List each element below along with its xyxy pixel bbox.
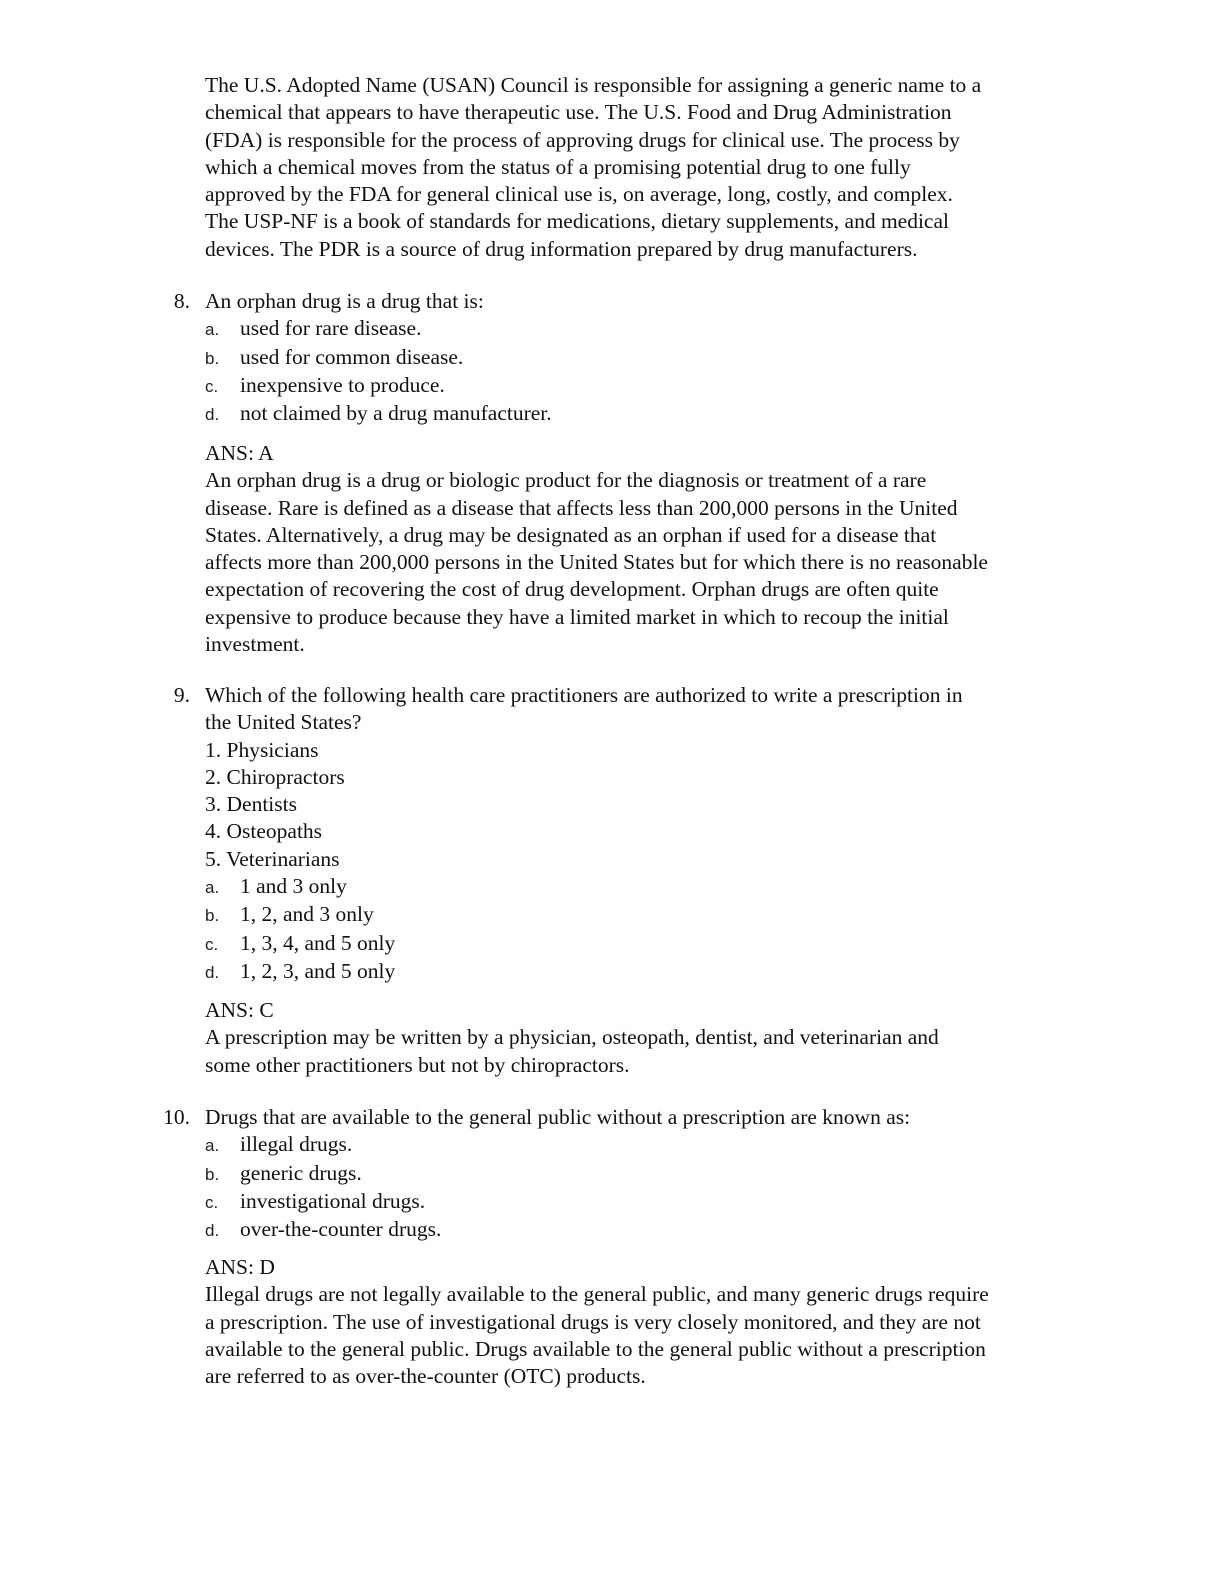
rationale-line: affects more than 200,000 persons in the United States but for which there is no reasonable xyxy=(205,550,988,575)
choice-letter: b. xyxy=(205,1164,220,1184)
rationale-line: available to the general public. Drugs available to the general public without a prescription xyxy=(205,1336,986,1361)
question-number: 9. xyxy=(173,683,190,707)
choice-letter: d. xyxy=(205,962,220,982)
intro-line: chemical that appears to have therapeutic use. The U.S. Food and Drug Administration xyxy=(205,100,952,125)
choice-text: over-the-counter drugs. xyxy=(240,1217,442,1242)
question-stem: Which of the following health care practitioners are authorized to write a prescription in xyxy=(205,683,963,707)
choice-letter: d. xyxy=(205,1221,220,1241)
choice-letter: a. xyxy=(205,1136,220,1156)
intro-line: The USP-NF is a book of standards for medications, dietary supplements, and medical xyxy=(205,209,949,234)
question-body xyxy=(205,1104,1085,1244)
intro-line: (FDA) is responsible for the process of approving drugs for clinical use. The process by xyxy=(205,127,960,152)
answer-block xyxy=(205,1254,1085,1390)
answer-block xyxy=(205,997,1085,1079)
intro-paragraph xyxy=(205,72,1085,263)
choice-text: used for rare disease. xyxy=(240,316,422,341)
answer-block xyxy=(205,440,1085,658)
rationale-line: expectation of recovering the cost of drug development. Orphan drugs are often quite xyxy=(205,577,939,602)
choice-letter: a. xyxy=(205,878,220,898)
rationale-line: An orphan drug is a drug or biologic product for the diagnosis or treatment of a rare xyxy=(205,468,927,493)
choice-letter: a. xyxy=(205,320,220,340)
intro-line: approved by the FDA for general clinical use is, on average, long, costly, and complex. xyxy=(205,182,953,207)
question-body xyxy=(205,682,1085,986)
choice-text: illegal drugs. xyxy=(240,1132,353,1157)
list-item: 4. Osteopaths xyxy=(205,819,323,844)
choice-a xyxy=(205,315,1085,343)
question-body xyxy=(205,288,1085,428)
choice-letter: b. xyxy=(205,348,220,368)
choice-a xyxy=(205,1131,1085,1159)
choice-letter: c. xyxy=(205,376,219,396)
intro-line: which a chemical moves from the status of a promising potential drug to one fully xyxy=(205,154,911,179)
choice-text: inexpensive to produce. xyxy=(240,372,445,397)
intro-line: devices. The PDR is a source of drug information prepared by drug manufacturers. xyxy=(205,236,918,261)
question-number: 10. xyxy=(163,1105,190,1129)
choice-c xyxy=(205,372,1085,400)
answer-key: ANS: A xyxy=(205,441,274,465)
list-item: 3. Dentists xyxy=(205,792,297,817)
list-item: 1. Physicians xyxy=(205,737,319,762)
rationale-line: Illegal drugs are not legally available to the general public, and many generic drugs require xyxy=(205,1282,989,1307)
choice-d xyxy=(205,1216,1085,1244)
choice-b xyxy=(205,344,1085,372)
choice-b xyxy=(205,901,1085,929)
rationale-line: are referred to as over-the-counter (OTC) products. xyxy=(205,1364,646,1389)
choice-b xyxy=(205,1160,1085,1188)
choice-d xyxy=(205,958,1085,986)
choice-c xyxy=(205,1188,1085,1216)
list-item: 5. Veterinarians xyxy=(205,846,340,871)
rationale-line: investment. xyxy=(205,632,305,657)
choice-d xyxy=(205,400,1085,428)
question-stem: Drugs that are available to the general public without a prescription are known as: xyxy=(205,1105,911,1129)
intro-line: The U.S. Adopted Name (USAN) Council is responsible for assigning a generic name to a xyxy=(205,73,982,97)
question-stem: An orphan drug is a drug that is: xyxy=(205,289,484,313)
question-number: 8. xyxy=(173,289,190,313)
list-item: 2. Chiropractors xyxy=(205,764,345,789)
choice-text: investigational drugs. xyxy=(240,1188,426,1213)
answer-key: ANS: D xyxy=(205,1255,275,1279)
choice-text: 1, 2, and 3 only xyxy=(240,902,374,927)
choice-text: 1, 3, 4, and 5 only xyxy=(240,930,396,955)
choice-text: used for common disease. xyxy=(240,344,464,369)
choice-text: not claimed by a drug manufacturer. xyxy=(240,401,552,426)
rationale-line: disease. Rare is defined as a disease that affects less than 200,000 persons in the United xyxy=(205,495,958,520)
question-stem: the United States? xyxy=(205,710,362,735)
choice-c xyxy=(205,930,1085,958)
rationale-line: a prescription. The use of investigational drugs is very closely monitored, and they are not xyxy=(205,1309,981,1334)
choice-letter: c. xyxy=(205,1192,219,1212)
choice-text: generic drugs. xyxy=(240,1160,362,1185)
choice-text: 1 and 3 only xyxy=(240,874,347,899)
choice-letter: d. xyxy=(205,405,220,425)
choice-text: 1, 2, 3, and 5 only xyxy=(240,958,396,983)
choice-a xyxy=(205,873,1085,901)
rationale-line: A prescription may be written by a physician, osteopath, dentist, and veterinarian and xyxy=(205,1025,939,1050)
choice-letter: c. xyxy=(205,934,219,954)
rationale-line: some other practitioners but not by chiropractors. xyxy=(205,1052,630,1077)
answer-key: ANS: C xyxy=(205,998,274,1022)
choice-letter: b. xyxy=(205,906,220,926)
rationale-line: States. Alternatively, a drug may be designated as an orphan if used for a disease that xyxy=(205,522,937,547)
rationale-line: expensive to produce because they have a limited market in which to recoup the initial xyxy=(205,604,949,629)
